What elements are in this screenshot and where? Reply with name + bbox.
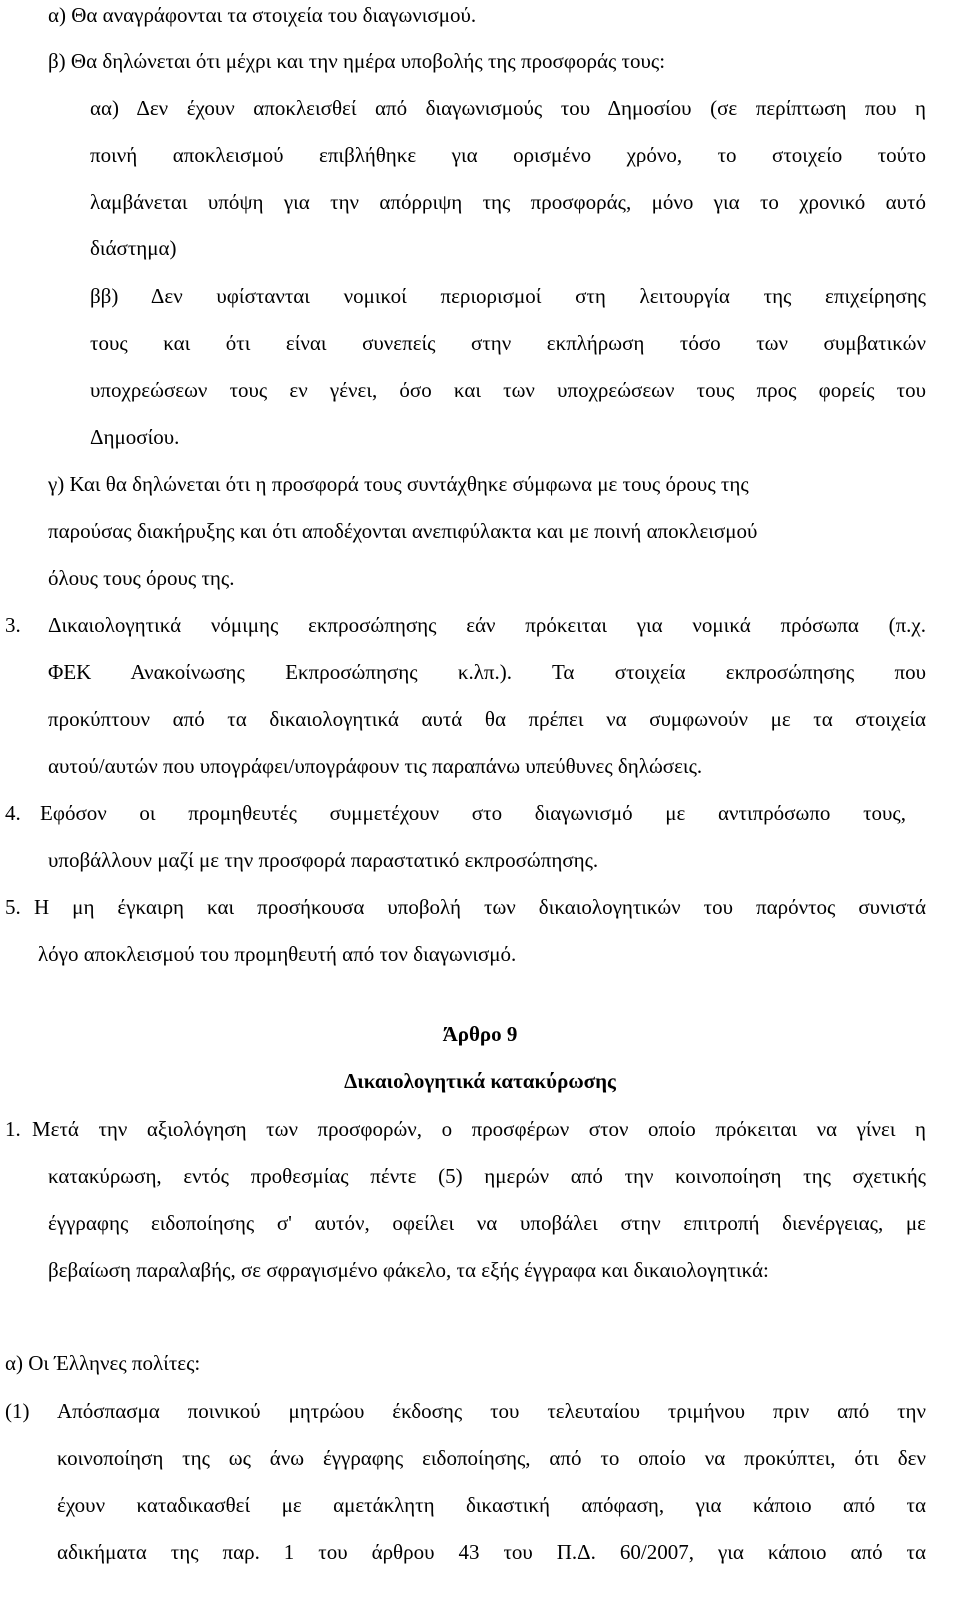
text-line: έχουν καταδικασθεί με αμετάκλητη δικαστική απόφαση, για κάποιο από τα bbox=[57, 1493, 926, 1517]
text-line: προκύπτουν από τα δικαιολογητικά αυτά θα πρέπει να συμφωνούν με τα στοιχεία bbox=[48, 707, 926, 731]
list-number: 3. bbox=[5, 613, 21, 637]
article-heading: Άρθρο 9 bbox=[442, 1022, 518, 1046]
list-number: 5. bbox=[5, 895, 21, 919]
text-line-aa: αα) Δεν έχουν αποκλεισθεί από διαγωνισμούς του Δημοσίου (σε περίπτωση που η bbox=[90, 96, 926, 120]
text-line-a: α) Θα αναγράφονται τα στοιχεία του διαγωνισμού. bbox=[48, 3, 477, 27]
list-number: (1) bbox=[5, 1399, 30, 1423]
text-line-item-1-sub: Απόσπασμα ποινικού μητρώου έκδοσης του τελευταίου τριμήνου πριν από την bbox=[57, 1399, 926, 1423]
text-line: αδικήματα της παρ. 1 του άρθρου 43 του Π.Δ. 60/2007, για κάποιο από τα bbox=[57, 1540, 926, 1564]
text-line-citizens: α) Οι Έλληνες πολίτες: bbox=[5, 1351, 201, 1375]
list-number: 1. bbox=[5, 1117, 21, 1141]
text-line: λόγο αποκλεισμού του προμηθευτή από τον διαγωνισμό. bbox=[38, 942, 517, 966]
text-line: όλους τους όρους της. bbox=[48, 566, 235, 590]
text-line: ΦΕΚ Ανακοίνωσης Εκπροσώπησης κ.λπ.). Τα στοιχεία εκπροσώπησης που bbox=[48, 660, 926, 684]
text-line: αυτού/αυτών που υπογράφει/υπογράφουν τις παραπάνω υπεύθυνες δηλώσεις. bbox=[48, 754, 703, 778]
article-subheading: Δικαιολογητικά κατακύρωσης bbox=[344, 1069, 616, 1093]
text-line: ποινή αποκλεισμού επιβλήθηκε για ορισμένο χρόνο, το στοιχείο τούτο bbox=[90, 143, 926, 167]
text-line-item-4: Εφόσον οι προμηθευτές συμμετέχουν στο διαγωνισμό με αντιπρόσωπο τους, bbox=[40, 801, 906, 825]
text-line: έγγραφης ειδοποίησης σ' αυτόν, οφείλει να υποβάλει στην επιτροπή διενέργειας, με bbox=[48, 1211, 926, 1235]
text-line: υποχρεώσεων τους εν γένει, όσο και των υποχρεώσεων τους προς φορείς του bbox=[90, 378, 926, 402]
text-line: τους και ότι είναι συνεπείς στην εκπλήρωση τόσο των συμβατικών bbox=[90, 331, 926, 355]
text-line-item-1: Μετά την αξιολόγηση των προσφορών, ο προσφέρων στον οποίο πρόκειται να γίνει η bbox=[32, 1117, 926, 1141]
text-line: κατακύρωση, εντός προθεσμίας πέντε (5) ημερών από την κοινοποίηση της σχετικής bbox=[48, 1164, 926, 1188]
text-line: διάστημα) bbox=[90, 236, 177, 260]
list-number: 4. bbox=[5, 801, 21, 825]
text-line: κοινοποίηση της ως άνω έγγραφης ειδοποίησης, από το οποίο να προκύπτει, ότι δεν bbox=[57, 1446, 926, 1470]
text-line-bb: ββ) Δεν υφίστανται νομικοί περιορισμοί στη λειτουργία της επιχείρησης bbox=[90, 284, 926, 308]
text-line-c: γ) Και θα δηλώνεται ότι η προσφορά τους συντάχθηκε σύμφωνα με τους όρους της bbox=[48, 472, 749, 496]
text-line: υποβάλλουν μαζί με την προσφορά παραστατικό εκπροσώπησης. bbox=[48, 848, 599, 872]
text-line-b: β) Θα δηλώνεται ότι μέχρι και την ημέρα υποβολής της προσφοράς τους: bbox=[48, 49, 666, 73]
text-line: παρούσας διακήρυξης και ότι αποδέχονται ανεπιφύλακτα και με ποινή αποκλεισμού bbox=[48, 519, 758, 543]
text-line: βεβαίωση παραλαβής, σε σφραγισμένο φάκελο, τα εξής έγγραφα και δικαιολογητικά: bbox=[48, 1258, 769, 1282]
text-line-item-5: Η μη έγκαιρη και προσήκουσα υποβολή των δικαιολογητικών του παρόντος συνιστά bbox=[34, 895, 926, 919]
text-line: λαμβάνεται υπόψη για την απόρριψη της προσφοράς, μόνο για το χρονικό αυτό bbox=[90, 190, 926, 214]
text-line-item-3: Δικαιολογητικά νόμιμης εκπροσώπησης εάν πρόκειται για νομικά πρόσωπα (π.χ. bbox=[48, 613, 926, 637]
text-line: Δημοσίου. bbox=[90, 425, 180, 449]
